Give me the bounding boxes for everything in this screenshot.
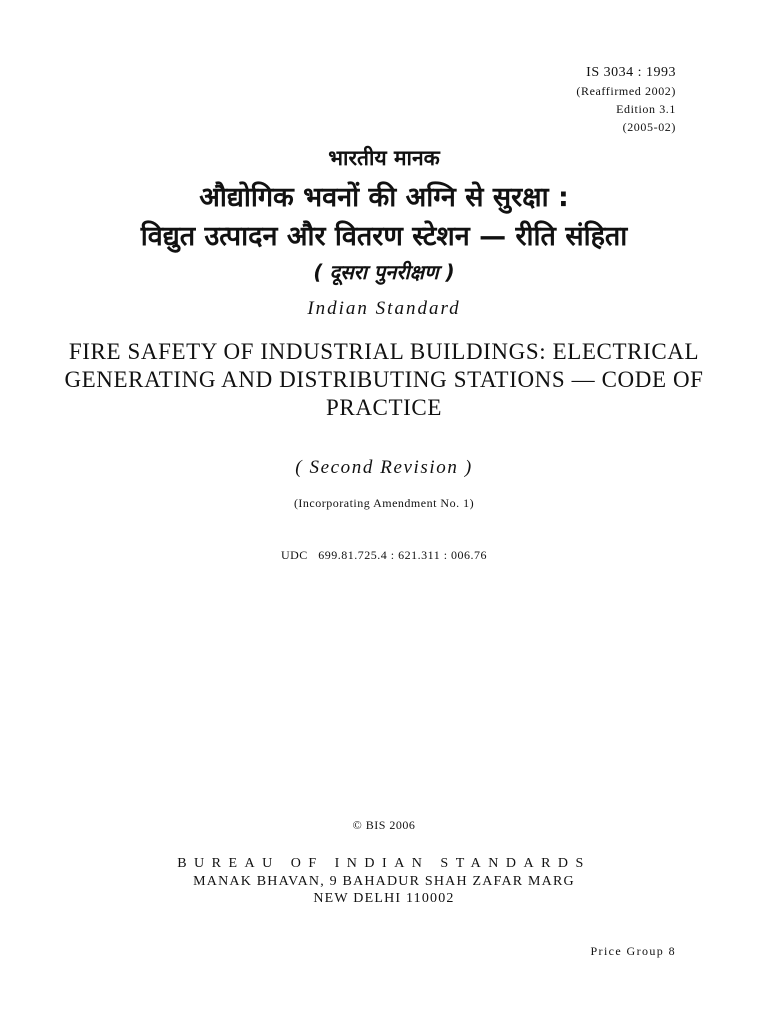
publisher-address-line1: MANAK BHAVAN, 9 BAHADUR SHAH ZAFAR MARG: [193, 874, 575, 889]
standard-number: IS 3034 : 1993: [586, 65, 676, 80]
publisher-address-line2: NEW DELHI 110002: [313, 891, 455, 906]
udc-code: UDC 699.81.725.4 : 621.311 : 006.76: [280, 548, 488, 562]
copyright-notice: © BIS 2006: [352, 818, 416, 832]
reference-block: [576, 64, 676, 136]
english-label: Indian Standard: [307, 298, 461, 319]
hindi-title-line1: औद्योगिक भवनों की अग्नि से सुरक्षा :: [199, 182, 569, 213]
amendment-note: (Incorporating Amendment No. 1): [293, 496, 475, 510]
publisher-name: BUREAU OF INDIAN STANDARDS: [177, 856, 591, 871]
hindi-label: भारतीय मानक: [328, 146, 440, 170]
edition-date: (2005-02): [622, 120, 676, 134]
hindi-revision: ( दूसरा पुनरीक्षण ): [313, 260, 455, 284]
reaffirmed-note: (Reaffirmed 2002): [576, 84, 676, 98]
price-group: Price Group 8: [590, 944, 676, 958]
edition-number: Edition 3.1: [616, 102, 676, 116]
english-revision: ( Second Revision ): [295, 457, 473, 478]
hindi-title-line2: विद्युत उत्पादन और वितरण स्टेशन — रीति संहिता: [140, 221, 628, 252]
english-title: FIRE SAFETY OF INDUSTRIAL BUILDINGS: ELECTRICAL GENERATING AND DISTRIBUTING STATIONS — CODE OF PRACTICE: [64, 339, 704, 420]
